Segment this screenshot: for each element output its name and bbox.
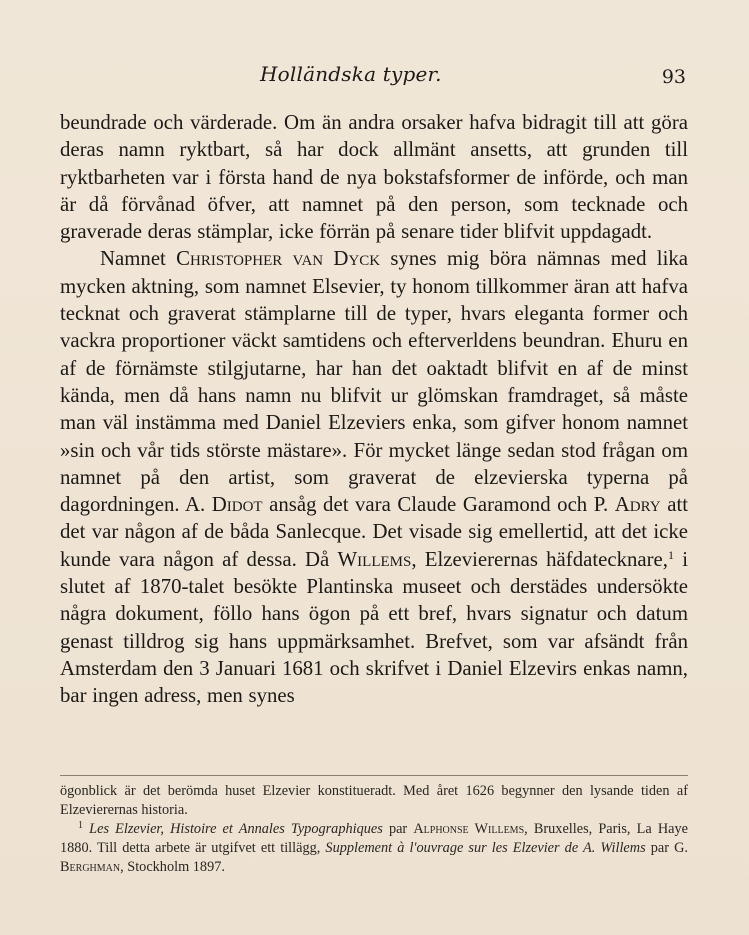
person-name-didot: Didot bbox=[211, 493, 263, 517]
footnote-1-book-title: Les Elzevier, Histoire et Annales Typographiques bbox=[89, 821, 383, 837]
text-run: , Bruxelles, Paris, La Haye 1880. Till detta arbete är utgifvet ett tillägg, bbox=[60, 821, 689, 856]
person-name-willems: Willems bbox=[337, 547, 412, 571]
page-header bbox=[60, 62, 686, 92]
footnote-1-author: Alphonse Willems bbox=[413, 821, 525, 837]
footnote-continuation: ögonblick är det berömda huset Elzevier konstitueradt. Med året 1626 begynner den lysande tiden af Elzevierernas historia. bbox=[60, 783, 688, 818]
text-run: ansåg det vara Claude Garamond och P. bbox=[262, 493, 615, 517]
text-run: synes mig böra nämnas med lika mycken aktning, som namnet Elsevier, ty honom tillkommer äran att hafva tecknat och graverat stämplarne till de typer, hvars eleganta former och vackra proportioner väckt samtidens och efterverldens beundran. Ehuru en af de förnämste stilgjutarne, har han det oaktadt blifvit en af de minst kända, men då hans namn nu blifvit ur glömskan framdraget, så måste man väl instämma med Daniel Elzeviers enka, som gifver honom namnet »sin och vår tids störste mästare». För mycket länge sedan stod frågan om namnet på den artist, som graverat de elzevierska typerna på dagordningen. A. bbox=[60, 247, 688, 517]
text-run: par bbox=[382, 821, 414, 837]
text-run: att det var någon af de båda Sanlecque. Det visade sig emellertid, att det icke kunde vara någon af dessa. Då bbox=[60, 493, 689, 571]
person-name-christopher-van-dyck: Christopher van Dyck bbox=[176, 247, 381, 271]
page-number: 93 bbox=[661, 66, 686, 88]
footnote-1-supplement-title: Supplement à l'ouvrage sur les Elzevier de A. Willems bbox=[325, 840, 646, 856]
footnote-1-marker: 1 bbox=[78, 820, 83, 831]
main-text bbox=[60, 109, 688, 710]
footnote-1 bbox=[60, 820, 688, 877]
person-name-adry: Adry bbox=[614, 493, 661, 517]
running-title: Holländska typer. bbox=[260, 62, 442, 86]
text-run: par G. bbox=[645, 840, 688, 856]
footnote-rule bbox=[60, 775, 688, 776]
text-run: i slutet af 1870-talet besökte Plantinska museet och derstädes undersökte några dokument, föllo hans ögon på ett bref, hvars signatur och datum genast tilldrog sig hans uppmärksamhet. Brefvet, som var afsändt från Amsterdam den 3 Januari 1681 och skrifvet i Daniel Elzevirs enkas namn, bar ingen adress, men synes bbox=[60, 547, 689, 708]
footnotes bbox=[60, 782, 688, 877]
footnote-marker: 1 bbox=[667, 547, 674, 562]
text-run: , Stockholm 1897. bbox=[120, 859, 225, 875]
paragraph-2 bbox=[60, 245, 688, 709]
paragraph-1: beundrade och värderade. Om än andra orsaker hafva bidragit till att göra deras namn ryktbart, så har dock allmänt ansetts, att grunden till ryktbarheten var i första hand de nya bokstafsformer de införde, och man är då förvånad öfver, att namnet på den person, som tecknade och graverade deras stämplar, icke förrän på senare tider blifvit uppdagadt. bbox=[60, 111, 688, 244]
text-run: Namnet bbox=[100, 247, 177, 271]
footnote-1-author-2: Berghman bbox=[60, 859, 121, 875]
text-run: , Elzevierernas häfdatecknare, bbox=[411, 547, 668, 571]
